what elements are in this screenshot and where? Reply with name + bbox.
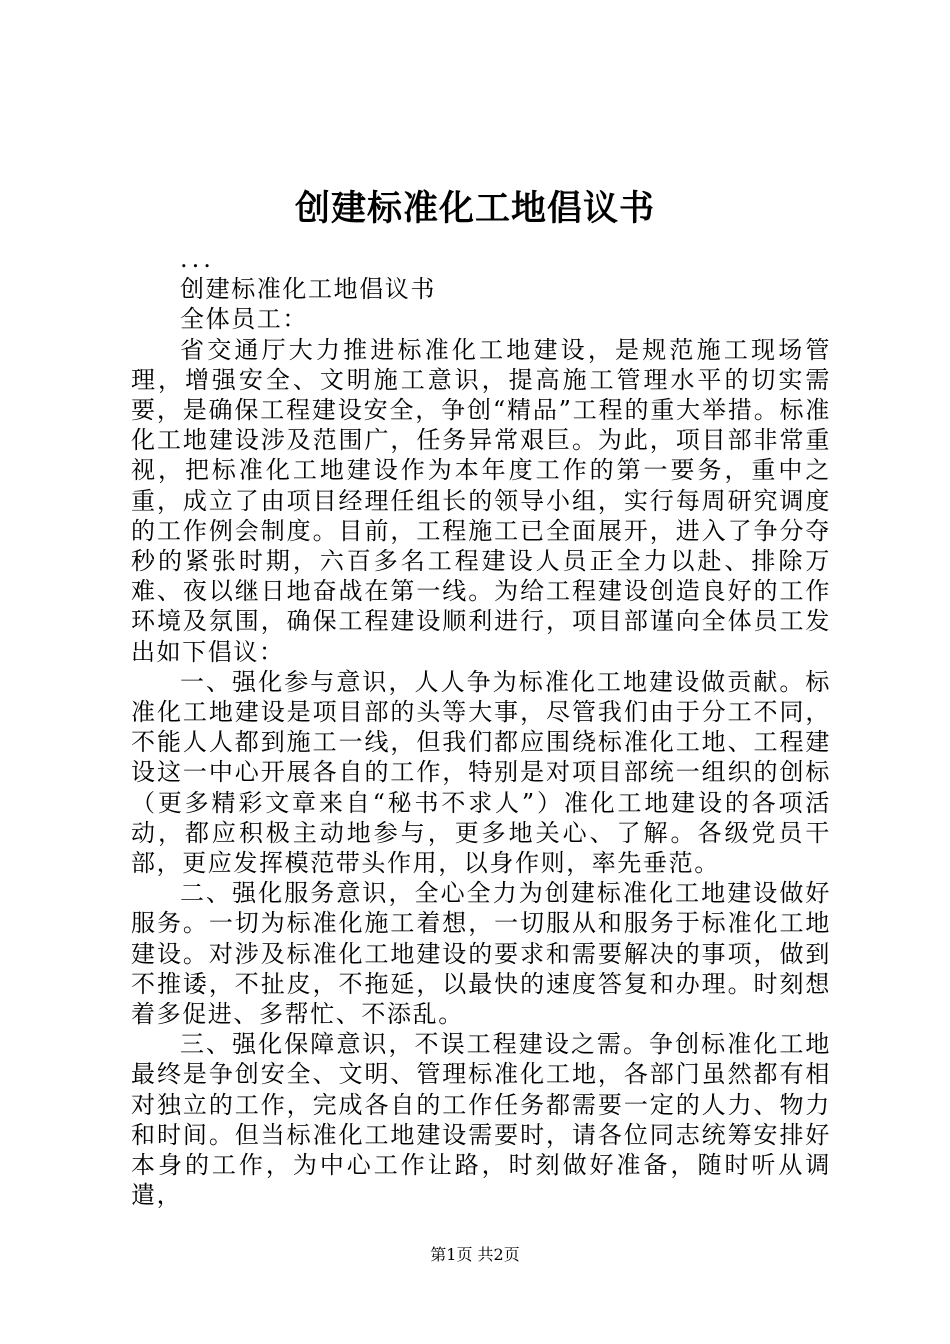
proposal-three-paragraph: 三、强化保障意识，不误工程建设之需。争创标准化工地最终是争创安全、文明、管理标准化工地，各部门虽然都有相对独立的工作，完成各自的工作任务都需要一定的人力、物力和时间。但当标准化工地建设需要时，请各位同志统筹安排好本身的工作，为中心工作让路，时刻做好准备，随时听从调遣， — [131, 1030, 831, 1210]
salutation-paragraph: 全体员工： — [180, 305, 308, 334]
proposal-two-paragraph: 二、强化服务意识，全心全力为创建标准化工地建设做好服务。一切为标准化施工着想，一切服从和服务于标准化工地建设。对涉及标准化工地建设的要求和需要解决的事项，做到不推诿，不扯皮，不拖延，以最快的速度答复和办理。时刻想着多促进、多帮忙、不添乱。 — [131, 879, 831, 1029]
subtitle-paragraph: 创建标准化工地倡议书 — [180, 275, 436, 304]
ellipsis-text: ... — [180, 245, 215, 273]
document-body — [131, 244, 831, 1211]
intro-paragraph: 省交通厅大力推进标准化工地建设，是规范施工现场管理，增强安全、文明施工意识，提高施工管理水平的切实需要，是确保工程建设安全，争创“精品”工程的重大举措。标准化工地建设涉及范围广，任务异常艰巨。为此，项目部非常重视，把标准化工地建设作为本年度工作的第一要务，重中之重，成立了由项目经理任组长的领导小组，实行每周研究调度的工作例会制度。目前，工程施工已全面展开，进入了争分夺秒的紧张时期，六百多名工程建设人员正全力以赴、排除万难、夜以继日地奋战在第一线。为给工程建设创造良好的工作环境及氛围，确保工程建设顺利进行，项目部谨向全体员工发出如下倡议： — [131, 335, 831, 666]
ellipsis-line — [131, 244, 831, 274]
document-title: 创建标准化工地倡议书 — [294, 188, 655, 229]
proposal-one-paragraph: 一、强化参与意识，人人争为标准化工地建设做贡献。标准化工地建设是项目部的头等大事，尽管我们由于分工不同，不能人人都到施工一线，但我们都应围绕标准化工地、工程建设这一中心开展各自的工作，特别是对项目部统一组织的创标（更多精彩文章来自“秘书不求人”）准化工地建设的各项活动，都应积极主动地参与，更多地关心、了解。各级党员干部，更应发挥模范带头作用，以身作则，率先垂范。 — [131, 667, 831, 878]
page-footer: 第1页 共2页 — [430, 1245, 520, 1264]
